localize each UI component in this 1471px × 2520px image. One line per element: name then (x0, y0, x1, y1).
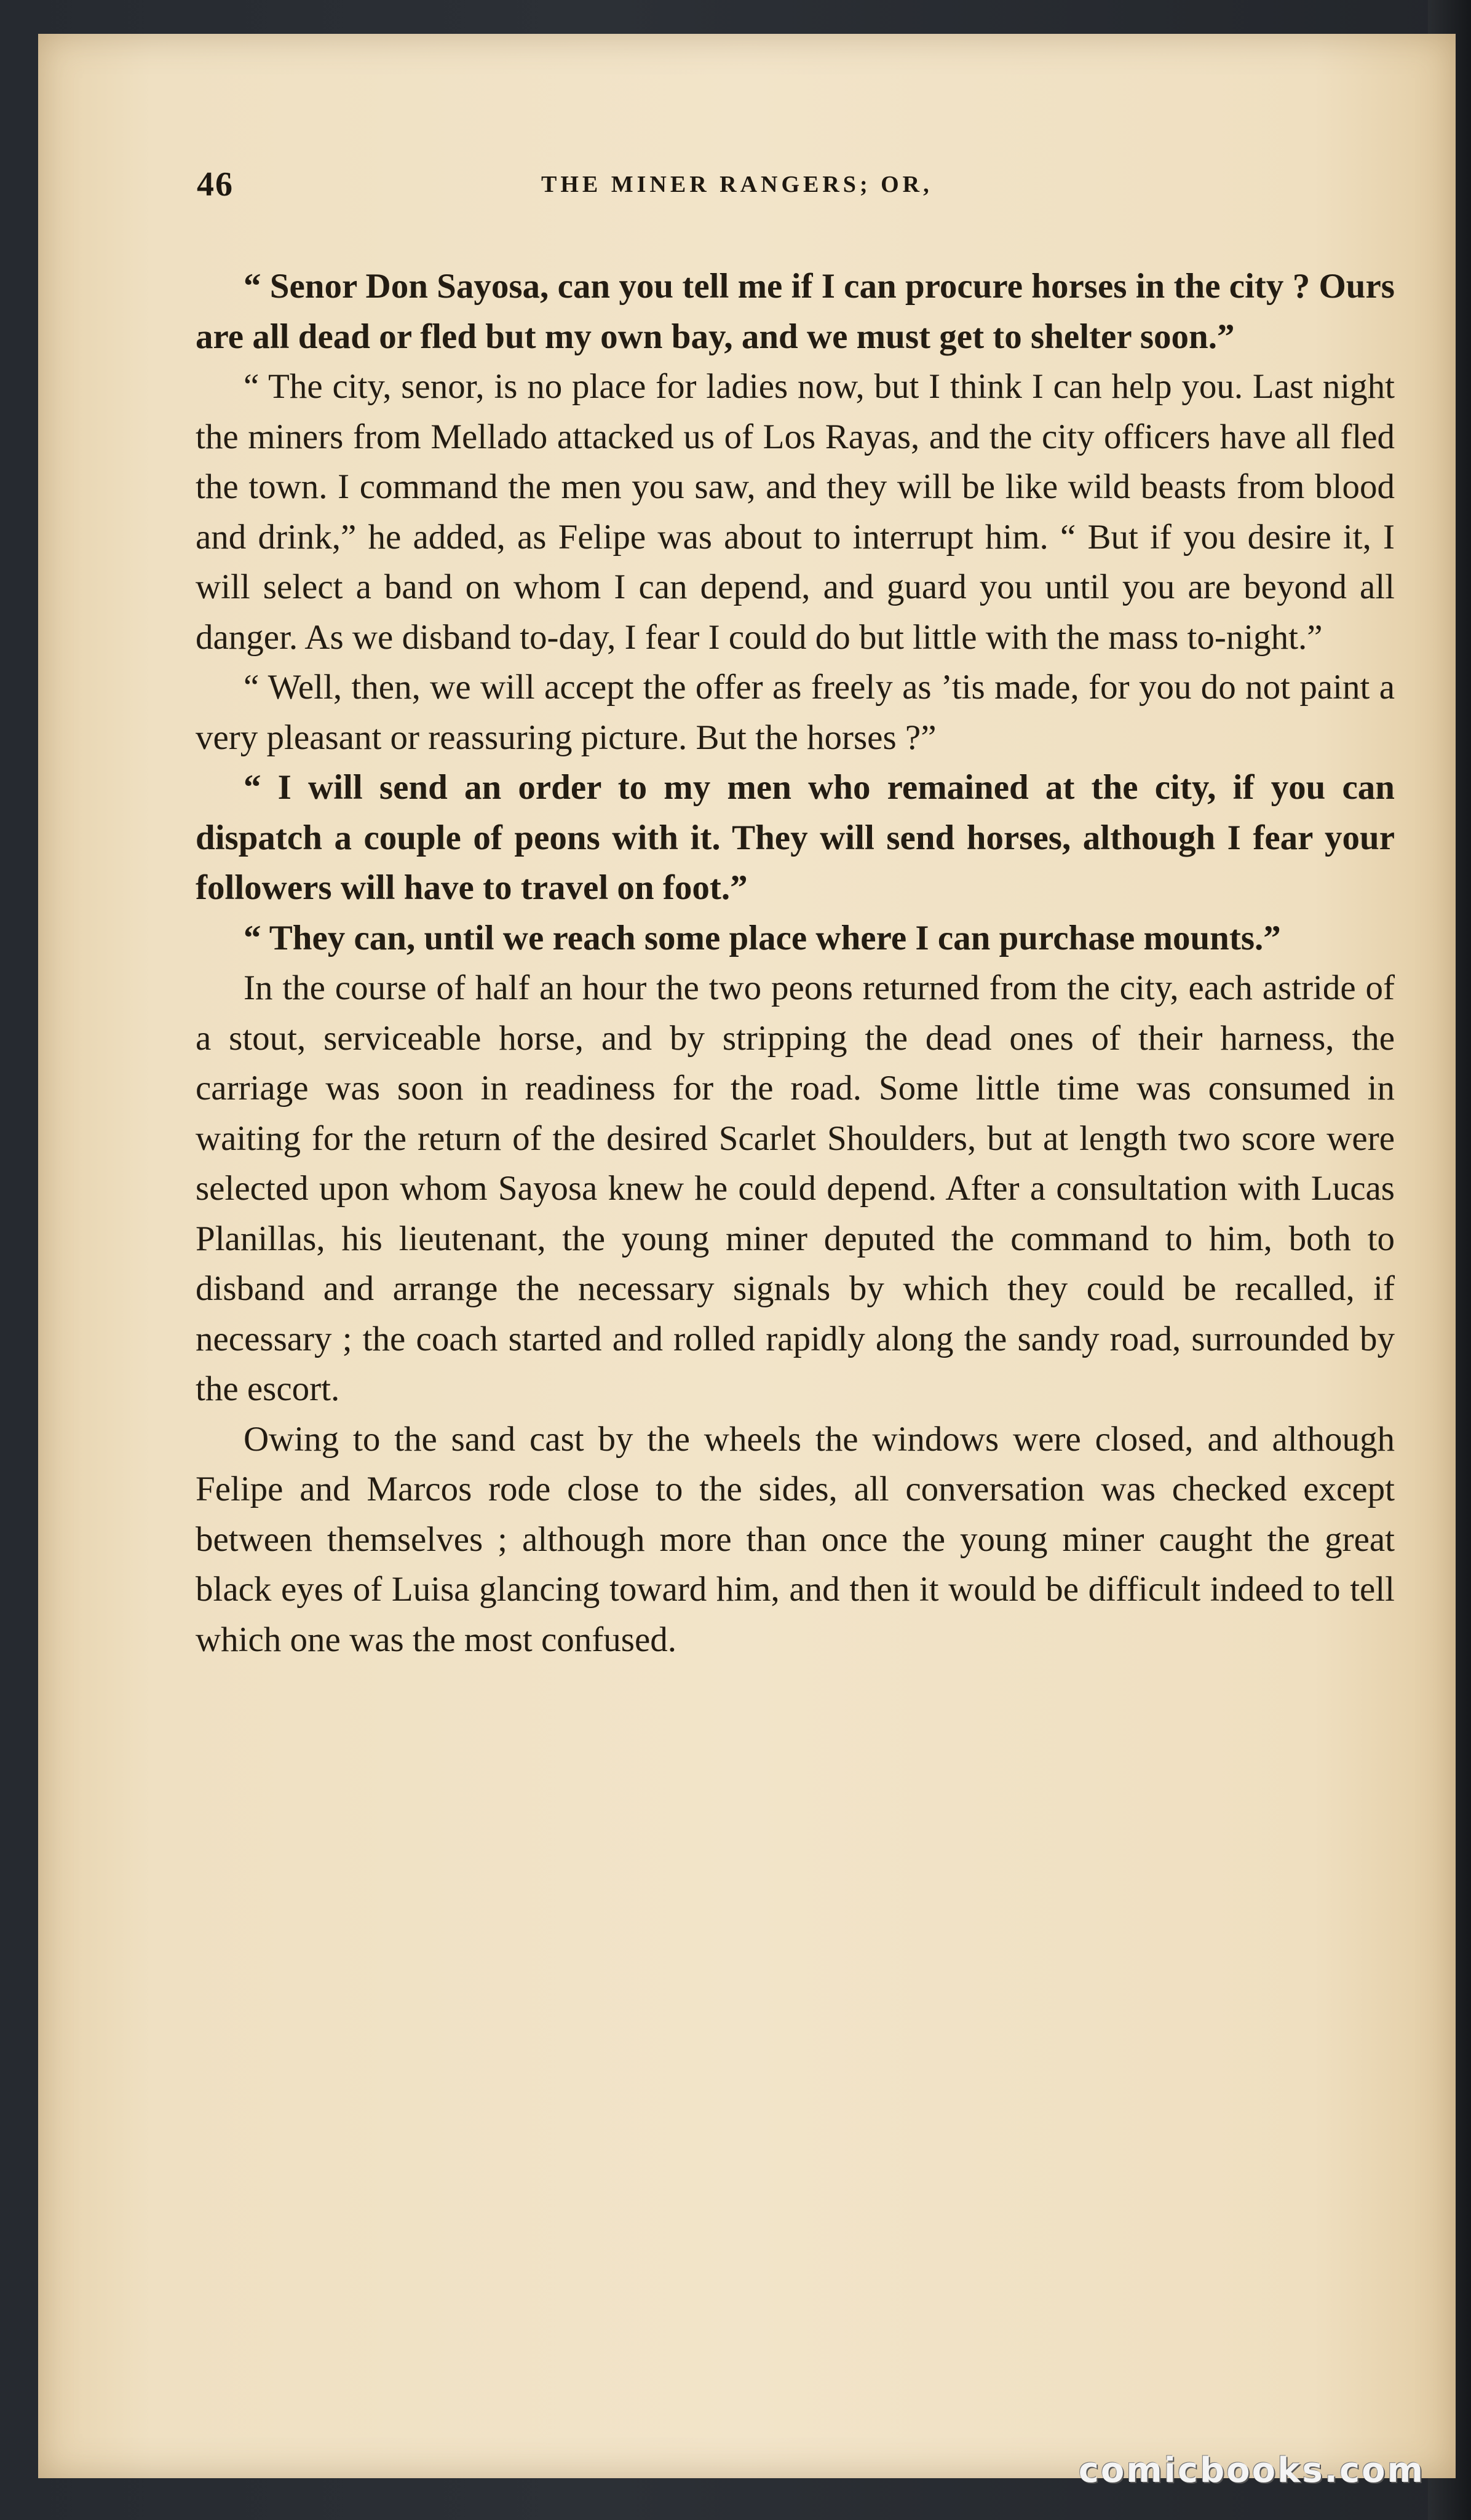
site-watermark: comicbooks.com (1078, 2451, 1425, 2490)
page-header (197, 165, 1396, 208)
paragraph: “ I will send an order to my men who remained at the city, if you can dispatch a couple of peons with it. They will send horses, although I fear your followers will have to travel on foot.” (196, 768, 1395, 907)
paragraph: “ Senor Don Sayosa, can you tell me if I can procure horses in the city ? Ours are all dead or fled but my own bay, and we must get to shelter soon.” (196, 267, 1395, 356)
paragraph: “ They can, until we reach some place where I can purchase mounts.” (244, 918, 1281, 957)
running-title: THE MINER RANGERS; OR, (541, 172, 933, 197)
body-text (196, 261, 1395, 1665)
page-number: 46 (197, 165, 234, 204)
paragraph: In the course of half an hour the two peons returned from the city, each astride of a stout, serviceable horse, and by stripping the dead ones of their harness, the carriage was soon in readiness for the road. Some little time was consumed in waiting for the return of the desired Scarlet Shoulders, but at length two score were selected upon whom Sayosa knew he could depend. After a consultation with Lucas Planillas, his lieutenant, the young miner deputed the command to him, both to disband and arrange the necessary signals by which they could be recalled, if necessary ; the coach started and rolled rapidly along the sandy road, surrounded by the escort. (196, 969, 1395, 1408)
paragraph: “ Well, then, we will accept the offer as freely as ’tis made, for you do not paint a very pleasant or reassuring picture. But the horses ?” (196, 668, 1395, 757)
paragraph: “ The city, senor, is no place for ladies now, but I think I can help you. Last night the miners from Mellado attacked us of Los Rayas, and the city officers have all fled the town. I command the men you saw, and they will be like wild beasts from blood and drink,” he added, as Felipe was about to interrupt him. “ But if you desire it, I will select a band on whom I can depend, and guard you until you are beyond all danger. As we disband to-day, I fear I could do but little with the mass to-night.” (196, 367, 1395, 657)
paragraph: Owing to the sand cast by the wheels the windows were closed, and although Felipe and Marcos rode close to the sides, all conversation was checked except between themselves ; although more than once the young miner caught the great black eyes of Luisa glancing toward him, and then it would be difficult indeed to tell which one was the most confused. (196, 1419, 1395, 1659)
